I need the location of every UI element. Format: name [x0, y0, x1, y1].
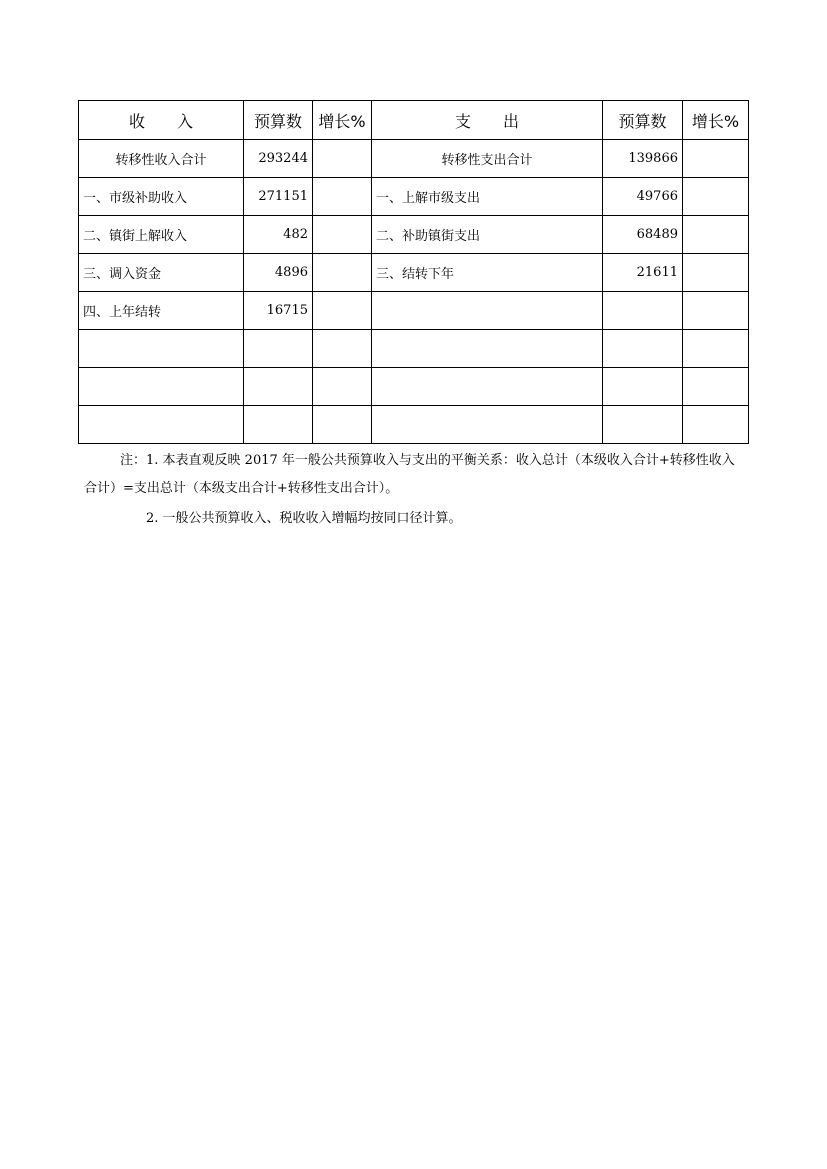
expense-growth: [683, 406, 749, 444]
income-item: 二、镇街上解收入: [79, 216, 244, 254]
table-header-row: [79, 101, 749, 140]
expense-item: [372, 292, 603, 330]
income-budget: 16715: [244, 292, 313, 330]
header-income-growth: 增长%: [313, 101, 372, 140]
income-item: 转移性收入合计: [79, 140, 244, 178]
expense-budget: [603, 330, 683, 368]
income-growth: [313, 292, 372, 330]
income-item: 三、调入资金: [79, 254, 244, 292]
income-item: [79, 368, 244, 406]
income-growth: [313, 140, 372, 178]
expense-item: 转移性支出合计: [372, 140, 603, 178]
expense-growth: [683, 368, 749, 406]
expense-item: 一、上解市级支出: [372, 178, 603, 216]
expense-budget: [603, 406, 683, 444]
expense-budget: 49766: [603, 178, 683, 216]
expense-growth: [683, 254, 749, 292]
expense-budget: [603, 292, 683, 330]
income-budget: 271151: [244, 178, 313, 216]
expense-budget: [603, 368, 683, 406]
income-budget: [244, 406, 313, 444]
income-growth: [313, 406, 372, 444]
expense-growth: [683, 140, 749, 178]
income-item: [79, 330, 244, 368]
expense-item: [372, 330, 603, 368]
header-expense-growth: 增长%: [683, 101, 749, 140]
income-budget: [244, 330, 313, 368]
income-budget: [244, 368, 313, 406]
income-budget: 293244: [244, 140, 313, 178]
expense-item: 二、补助镇街支出: [372, 216, 603, 254]
income-budget: 4896: [244, 254, 313, 292]
header-income-budget: 预算数: [244, 101, 313, 140]
table-row: [79, 254, 749, 292]
expense-budget: 139866: [603, 140, 683, 178]
budget-balance-table: [78, 100, 749, 444]
expense-budget: 68489: [603, 216, 683, 254]
income-growth: [313, 216, 372, 254]
income-budget: 482: [244, 216, 313, 254]
expense-growth: [683, 330, 749, 368]
income-growth: [313, 178, 372, 216]
table-row: [79, 216, 749, 254]
income-growth: [313, 254, 372, 292]
expense-item: [372, 406, 603, 444]
table-row: [79, 178, 749, 216]
expense-budget: 21611: [603, 254, 683, 292]
table-row: [79, 406, 749, 444]
income-item: [79, 406, 244, 444]
header-expense-budget: 预算数: [603, 101, 683, 140]
header-expense: 支 出: [372, 101, 603, 140]
expense-item: 三、结转下年: [372, 254, 603, 292]
expense-growth: [683, 178, 749, 216]
table-row: [79, 368, 749, 406]
expense-growth: [683, 292, 749, 330]
table-note-1: 注：1. 本表直观反映 2017 年一般公共预算收入与支出的平衡关系：收入总计（本级收入合计+转移性收入合计）=支出总计（本级支出合计+转移性支出合计）。: [84, 453, 735, 496]
income-growth: [313, 368, 372, 406]
income-growth: [313, 330, 372, 368]
table-note-2: 2. 一般公共预算收入、税收收入增幅均按同口径计算。: [146, 511, 462, 526]
header-income: 收 入: [79, 101, 244, 140]
income-item: 一、市级补助收入: [79, 178, 244, 216]
expense-item: [372, 368, 603, 406]
table-row: [79, 140, 749, 178]
table-row: [79, 292, 749, 330]
expense-growth: [683, 216, 749, 254]
income-item: 四、上年结转: [79, 292, 244, 330]
table-row: [79, 330, 749, 368]
